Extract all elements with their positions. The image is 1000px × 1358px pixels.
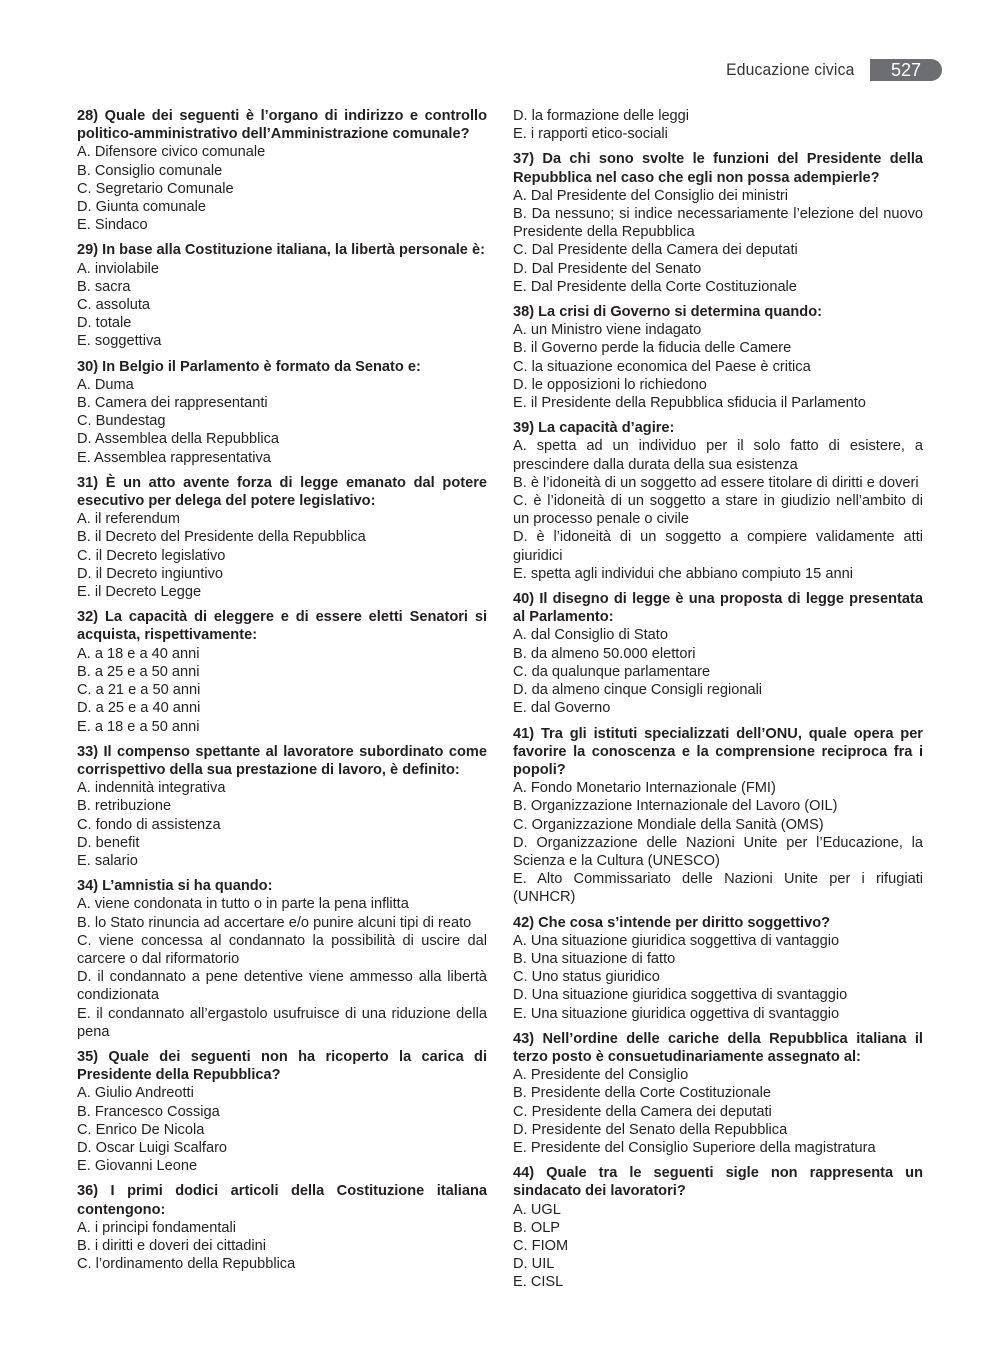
answer-option: D. totale <box>77 315 132 332</box>
question-text: 40) Il disegno di legge è una proposta di legge presentata al Parlamento: <box>513 591 923 626</box>
answer-option: A. Fondo Monetario Internazionale (FMI) <box>513 780 776 797</box>
answer-option: E. Sindaco <box>77 217 148 234</box>
answer-option: C. è l’idoneità di un soggetto a stare in giudizio nell’ambito di un processo penale o civile <box>513 493 923 528</box>
answer-option: D. Organizzazione delle Nazioni Unite per l’Educazione, la Scienza e la Cultura (UNESCO) <box>513 834 923 869</box>
answer-option: C. l’ordinamento della Repubblica <box>77 1256 296 1273</box>
answer-option: B. Organizzazione Internazionale del Lavoro (OIL) <box>513 798 838 815</box>
answer-option: B. Francesco Cossiga <box>77 1103 220 1120</box>
answer-option: A. Difensore civico comunale <box>77 144 266 161</box>
answer-option: C. assoluta <box>77 297 151 314</box>
answer-option: C. Segretario Comunale <box>77 180 234 197</box>
answer-option: C. FIOM <box>513 1237 569 1254</box>
answer-option: A. dal Consiglio di Stato <box>513 627 668 644</box>
answer-option: E. Presidente del Consiglio Superiore della magistratura <box>513 1139 876 1156</box>
question-text: 38) La crisi di Governo si determina quando: <box>513 304 822 321</box>
answer-option: B. lo Stato rinuncia ad accertare e/o punire alcuni tipi di reato <box>77 914 472 931</box>
question-block <box>77 241 487 350</box>
left-column <box>77 107 487 1280</box>
answer-option: E. il condannato all’ergastolo usufruisce di una riduzione della pena <box>77 1005 487 1040</box>
question-text: 39) La capacità d’agire: <box>513 420 675 437</box>
answer-option: C. il Decreto legislativo <box>77 547 226 564</box>
question-block <box>513 1030 923 1157</box>
answer-option: D. Dal Presidente del Senato <box>513 260 702 277</box>
page-number: 527 <box>870 59 942 81</box>
question-block <box>77 877 487 1041</box>
answer-option: D. il condannato a pene detentive viene ammesso alla libertà condizionata <box>77 969 487 1004</box>
answer-option: E. i rapporti etico-sociali <box>513 126 668 143</box>
question-text: 32) La capacità di eleggere e di essere eletti Senatori si acquista, rispettivamente: <box>77 609 487 644</box>
question-block <box>77 608 487 735</box>
answer-option: D. Presidente del Senato della Repubblica <box>513 1121 788 1138</box>
answer-option: B. Consiglio comunale <box>77 162 223 179</box>
answer-option: A. Giulio Andreotti <box>77 1085 194 1102</box>
answer-option: A. indennità integrativa <box>77 780 226 797</box>
question-block <box>77 743 487 870</box>
answer-option: B. sacra <box>77 278 131 295</box>
answer-option: A. Duma <box>77 376 134 393</box>
answer-option: B. OLP <box>513 1219 561 1236</box>
answer-option: E. Assemblea rappresentativa <box>77 449 271 466</box>
answer-option: C. Uno status giuridico <box>513 969 660 986</box>
question-text: 31) È un atto avente forza di legge emanato dal potere esecutivo per delega del potere legislativo: <box>77 474 487 510</box>
answer-option: B. Una situazione di fatto <box>513 950 676 967</box>
answer-option: C. viene concessa al condannato la possibilità di uscire dal carcere o dal riformatorio <box>77 932 487 967</box>
answer-option: E. Alto Commissariato delle Nazioni Unite per i rifugiati (UNHCR) <box>513 871 923 906</box>
answer-option: A. un Ministro viene indagato <box>513 322 702 339</box>
answer-option: A. spetta ad un individuo per il solo fatto di esistere, a prescindere dalla durata della sua esistenza <box>513 438 923 473</box>
answer-option: B. Camera dei rappresentanti <box>77 395 268 412</box>
answer-option: C. da qualunque parlamentare <box>513 663 711 680</box>
answer-option: C. a 21 e a 50 anni <box>77 682 201 699</box>
answer-option: A. UGL <box>513 1201 561 1218</box>
answer-option: B. Presidente della Corte Costituzionale <box>513 1085 771 1102</box>
answer-option: E. Dal Presidente della Corte Costituzionale <box>513 278 797 295</box>
question-text: 30) In Belgio il Parlamento è formato da Senato e: <box>77 358 421 375</box>
answer-option: A. viene condonata in tutto o in parte la pena inflitta <box>77 896 409 913</box>
answer-option: C. Presidente della Camera dei deputati <box>513 1103 772 1120</box>
question-text: 43) Nell’ordine delle cariche della Repubblica italiana il terzo posto è consuetudinariamente assegnato al: <box>513 1030 923 1065</box>
question-text: 42) Che cosa s’intende per diritto soggettivo? <box>513 914 831 931</box>
answer-option: E. spetta agli individui che abbiano compiuto 15 anni <box>513 565 853 582</box>
answer-option: C. Dal Presidente della Camera dei deputati <box>513 242 798 259</box>
answer-option: B. retribuzione <box>77 798 172 815</box>
answer-option: D. da almeno cinque Consigli regionali <box>513 682 763 699</box>
question-block <box>77 474 487 601</box>
answer-option: D. UIL <box>513 1256 555 1273</box>
answer-option: B. è l’idoneità di un soggetto ad essere titolare di diritti e doveri <box>513 474 919 491</box>
answer-option: E. CISL <box>513 1274 564 1291</box>
running-header <box>715 58 942 82</box>
answer-option: A. i principi fondamentali <box>77 1219 236 1236</box>
answer-option: B. il Governo perde la fiducia delle Camere <box>513 340 792 357</box>
section-title: Educazione civica <box>725 60 854 79</box>
answer-option: D. Una situazione giuridica soggettiva di svantaggio <box>513 987 848 1004</box>
answer-option: C. Bundestag <box>77 413 166 430</box>
answer-option: B. da almeno 50.000 elettori <box>513 645 696 662</box>
answer-option: E. il Presidente della Repubblica sfiducia il Parlamento <box>513 395 866 412</box>
question-text: 29) In base alla Costituzione italiana, la libertà personale è: <box>77 242 485 259</box>
answer-option: C. la situazione economica del Paese è critica <box>513 358 811 375</box>
answer-option: D. la formazione delle leggi <box>513 108 690 124</box>
question-block <box>513 303 923 412</box>
answer-option: C. Enrico De Nicola <box>77 1121 205 1138</box>
answer-option: A. inviolabile <box>77 260 159 277</box>
answer-option: B. Da nessuno; si indice necessariamente l’elezione del nuovo Presidente della Repubblica <box>513 206 923 241</box>
answer-option: D. le opposizioni lo richiedono <box>513 376 707 393</box>
question-block <box>513 725 923 907</box>
question-text: 37) Da chi sono svolte le funzioni del Presidente della Repubblica nel caso che egli non possa adempierle? <box>513 151 923 186</box>
question-block <box>513 419 923 583</box>
question-text: 41) Tra gli istituti specializzati dell’ONU, quale opera per favorire la conoscenza e la comprensione reciproca fra i popoli? <box>513 725 923 778</box>
question-text: 36) I primi dodici articoli della Costituzione italiana contengono: <box>77 1183 487 1218</box>
answer-option: E. a 18 e a 50 anni <box>77 718 200 735</box>
question-block <box>77 1048 487 1175</box>
answer-option: E. salario <box>77 852 138 869</box>
answer-option: C. fondo di assistenza <box>77 816 221 833</box>
answer-option: E. Giovanni Leone <box>77 1158 198 1175</box>
answer-option: E. il Decreto Legge <box>77 584 202 601</box>
answer-option: C. Organizzazione Mondiale della Sanità (OMS) <box>513 816 824 833</box>
question-block <box>513 914 923 1023</box>
question-block <box>513 150 923 296</box>
answer-option: D. il Decreto ingiuntivo <box>77 565 224 582</box>
question-block <box>513 590 923 717</box>
answer-option: A. Una situazione giuridica soggettiva di vantaggio <box>513 932 840 949</box>
question-text: 34) L’amnistia si ha quando: <box>77 878 273 895</box>
answer-option: D. benefit <box>77 834 140 851</box>
answer-option: D. Oscar Luigi Scalfaro <box>77 1139 228 1156</box>
question-text: 35) Quale dei seguenti non ha ricoperto la carica di Presidente della Repubblica? <box>77 1048 487 1084</box>
answer-option: A. a 18 e a 40 anni <box>77 645 200 662</box>
right-column <box>513 107 923 1299</box>
question-block <box>513 107 923 143</box>
question-text: 28) Quale dei seguenti è l’organo di indirizzo e controllo politico-amministrativo dell’Amministrazione comunale? <box>77 108 487 143</box>
answer-option: B. i diritti e doveri dei cittadini <box>77 1237 266 1254</box>
answer-option: D. Assemblea della Repubblica <box>77 431 279 448</box>
question-text: 33) Il compenso spettante al lavoratore subordinato come corrispettivo della sua prestazione di lavoro, è definito: <box>77 743 487 778</box>
answer-option: D. a 25 e a 40 anni <box>77 700 201 717</box>
answer-option: E. soggettiva <box>77 333 162 350</box>
question-block <box>513 1164 923 1291</box>
answer-option: E. dal Governo <box>513 700 611 717</box>
answer-option: D. è l’idoneità di un soggetto a compiere validamente atti giuridici <box>513 529 923 564</box>
answer-option: A. il referendum <box>77 511 181 528</box>
answer-option: A. Dal Presidente del Consiglio dei ministri <box>513 187 788 204</box>
answer-option: A. Presidente del Consiglio <box>513 1067 689 1084</box>
question-block <box>77 1182 487 1273</box>
question-block <box>77 358 487 467</box>
answer-option: E. Una situazione giuridica oggettiva di svantaggio <box>513 1005 840 1022</box>
answer-option: B. il Decreto del Presidente della Repubblica <box>77 529 366 546</box>
question-text: 44) Quale tra le seguenti sigle non rappresenta un sindacato dei lavoratori? <box>513 1165 923 1200</box>
answer-option: B. a 25 e a 50 anni <box>77 663 200 680</box>
question-block <box>77 107 487 234</box>
answer-option: D. Giunta comunale <box>77 199 206 216</box>
